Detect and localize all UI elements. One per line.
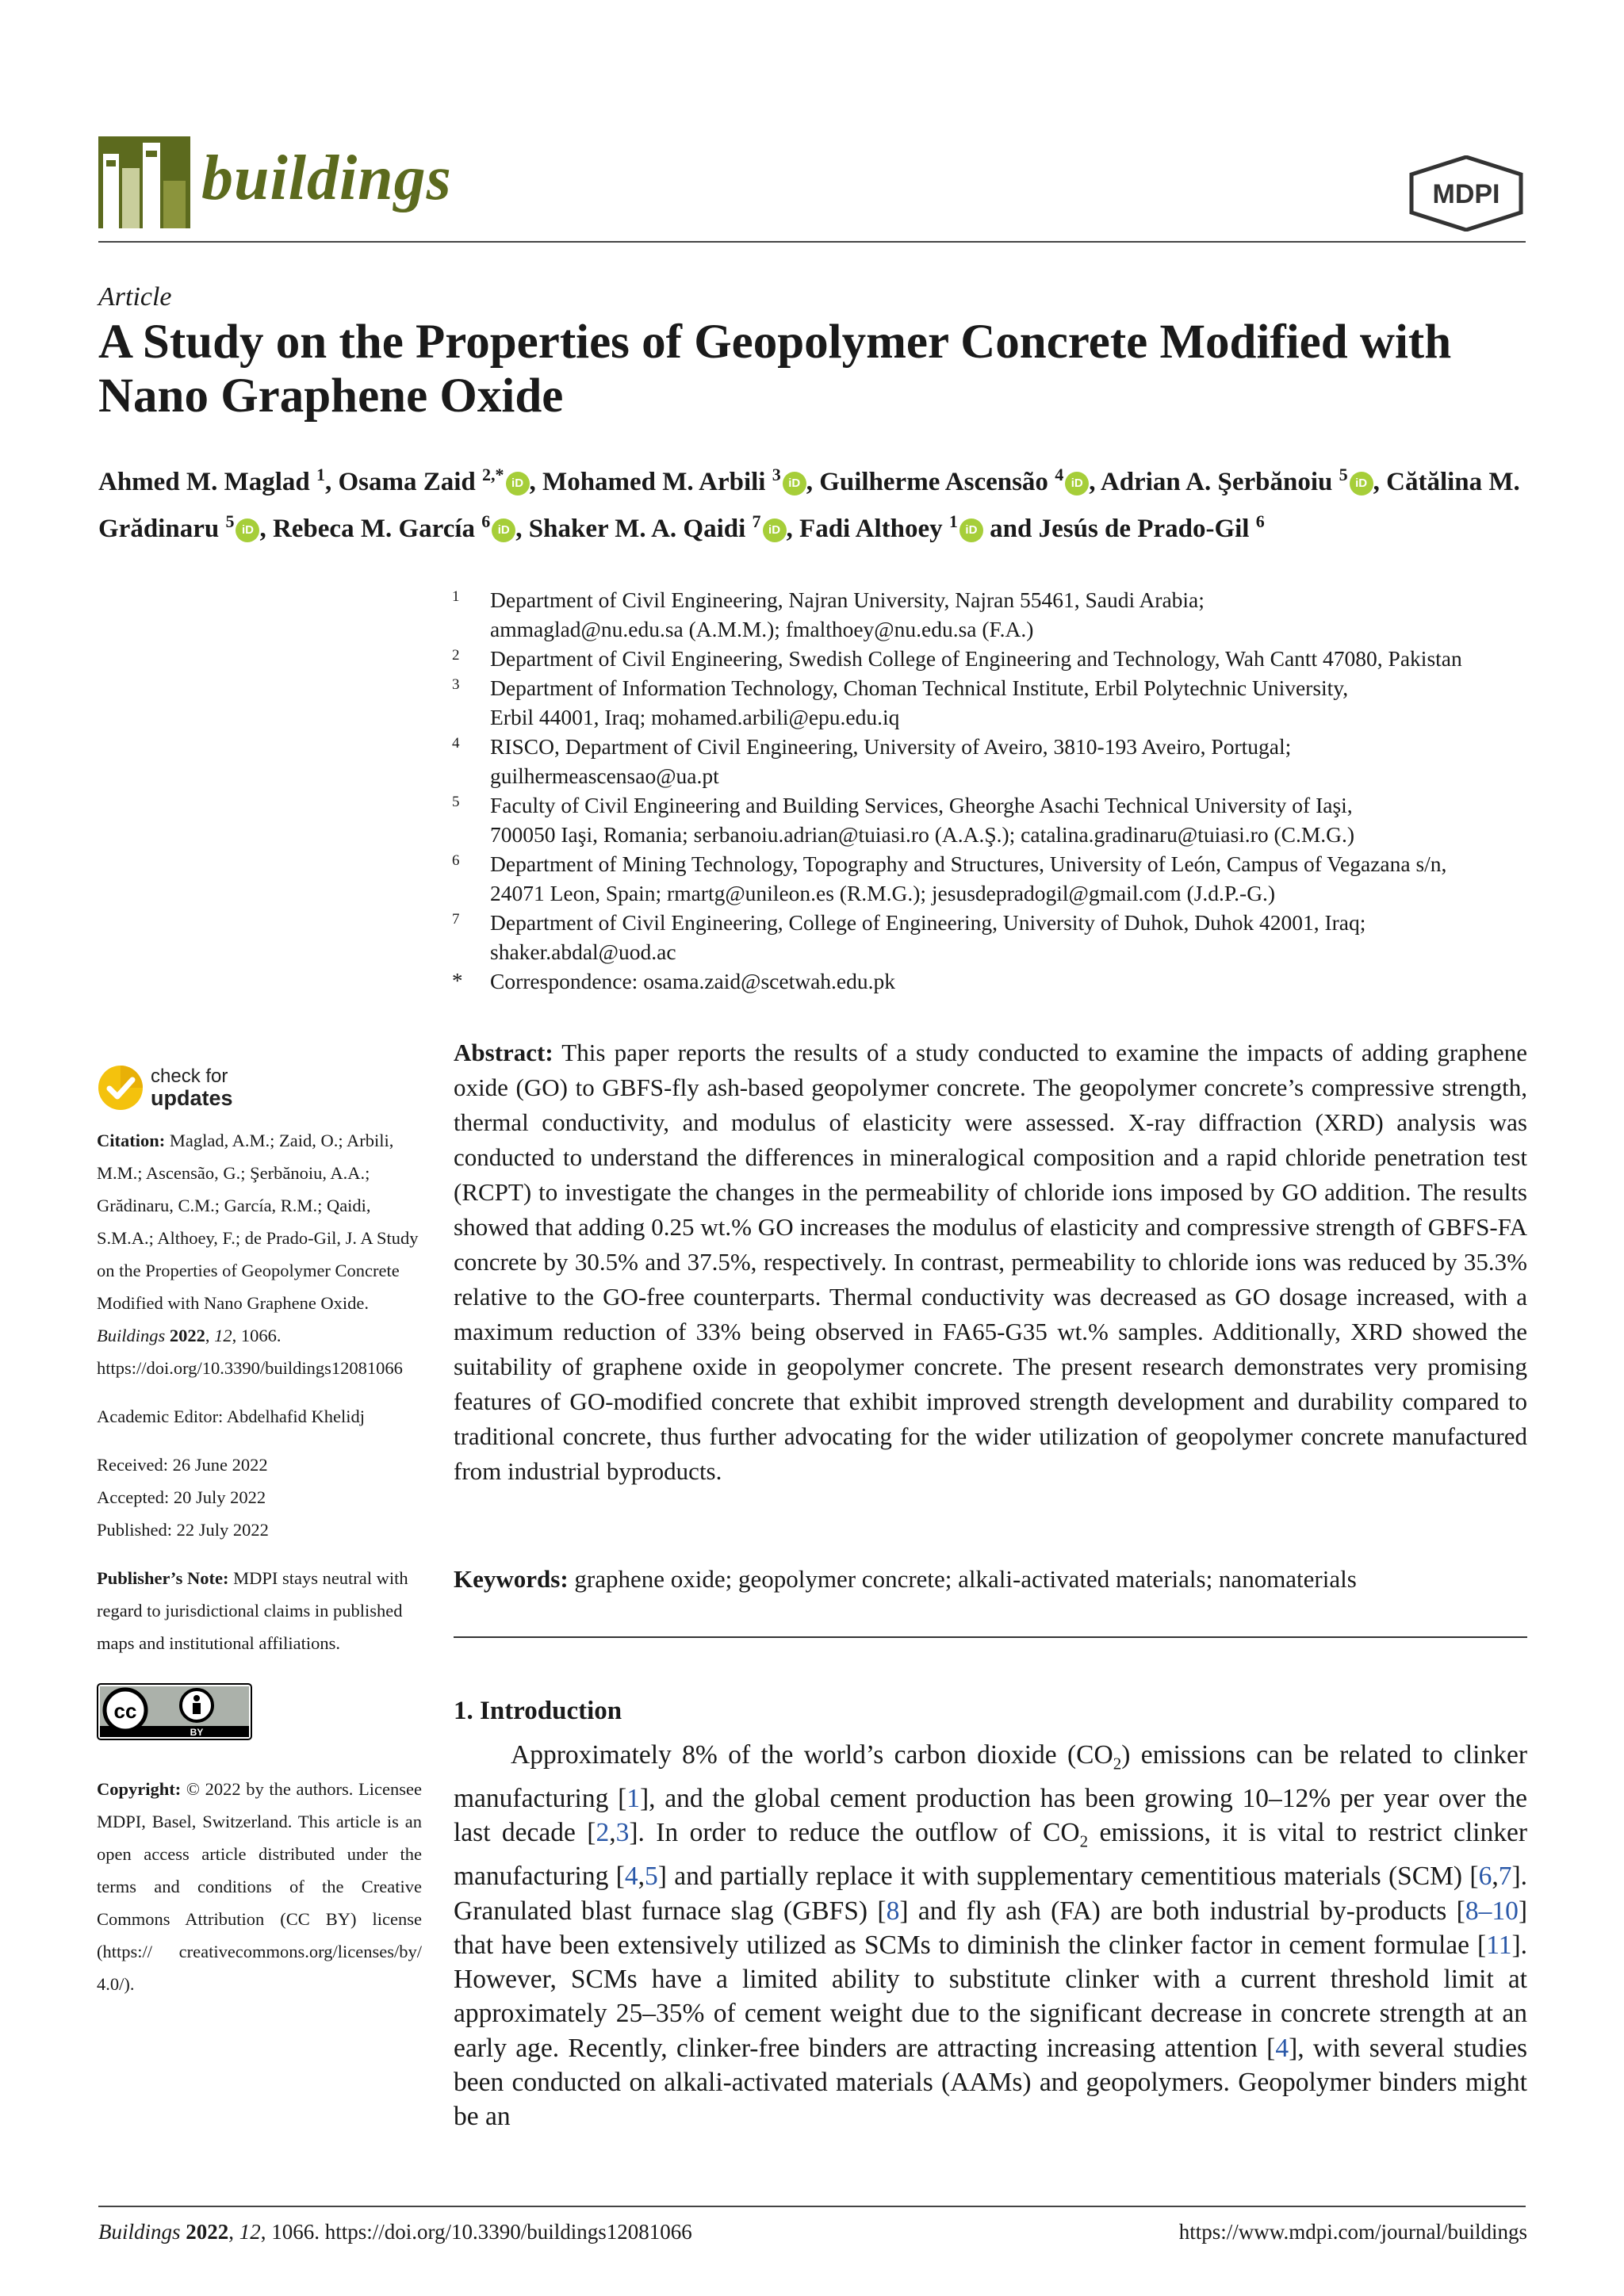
check-updates-icon: [97, 1064, 144, 1112]
affiliation-line: Department of Mining Technology, Topography and Structures, University of León, Campus of Vegazana s/n,: [490, 851, 1447, 876]
keywords-text: graphene oxide; geopolymer concrete; alkali-activated materials; nanomaterials: [574, 1565, 1357, 1593]
affiliation-item: [452, 644, 1546, 673]
copyright-block: [97, 1773, 422, 2000]
abstract: [454, 1035, 1527, 1489]
footer-journal: Buildings: [98, 2220, 181, 2244]
citation-doi[interactable]: , 1066. https://doi.org/10.3390/buildings12081066: [97, 1326, 403, 1378]
copyright-text: © 2022 by the authors. Licensee MDPI, Basel, Switzerland. This article is an open access article distributed under the terms and conditions of the Creative Commons Attribution (CC BY) license (https:// creativecommons.org/licenses/by/ 4.0/).: [97, 1779, 422, 1994]
body-text: ,: [638, 1862, 645, 1892]
body-text: ) emissions can be related to clinker manufacturing [: [454, 1740, 1528, 1813]
reference-link[interactable]: 4: [624, 1862, 638, 1892]
affiliation-line: 24071 Leon, Spain; rmartg@unileon.es (R.M.G.); jesusdepradogil@gmail.com (J.d.P.-G.): [490, 881, 1276, 905]
journal-name: buildings: [201, 144, 452, 213]
publisher-note-text: MDPI stays neutral with regard to jurisdictional claims in published maps and institutional affiliations.: [97, 1568, 408, 1653]
accepted-date: Accepted: 20 July 2022: [97, 1487, 266, 1507]
orcid-icon[interactable]: iD: [506, 472, 530, 496]
svg-text:cc: cc: [113, 1699, 137, 1723]
affiliation-line: Department of Civil Engineering, Swedish College of Engineering and Technology, Wah Cantt 47080, Pakistan: [490, 646, 1462, 671]
affiliation-line: RISCO, Department of Civil Engineering, University of Aveiro, 3810-193 Aveiro, Portugal;: [490, 734, 1292, 759]
mdpi-logo-text: MDPI: [1432, 179, 1500, 209]
affiliation-line: Erbil 44001, Iraq; mohamed.arbili@epu.edu.iq: [490, 705, 900, 729]
orcid-icon[interactable]: iD: [783, 472, 806, 496]
citation-block: Citation: Maglad, A.M.; Zaid, O.; Arbili, M.M.; Ascensão, G.; Şerbănoiu, A.A.; Grădinaru, C.M.; García, R.M.; Qaidi, S.M.A.; Althoey, F.; de Prado-Gil, J. A Study on the Properties of Geopolymer Concrete Modified with Nano Graphene Oxide. Buildings 2022, 12, 1066. https://doi.org/10.3390/buildings12081066: [97, 1131, 419, 1378]
author-name: Mohamed M. Arbili: [542, 468, 766, 496]
author-affiliation-mark: 1: [316, 465, 325, 484]
author-affiliation-mark: 3: [772, 465, 781, 484]
author-name: Osama Zaid: [338, 468, 476, 496]
citation-year: 2022: [169, 1326, 205, 1345]
affiliation-line: Faculty of Civil Engineering and Building Services, Gheorghe Asachi Technical University of Iaşi,: [490, 793, 1353, 817]
author-list: Ahmed M. Maglad $^1$, Osama Zaid $^{2,*}$ iD , Mohamed M. Arbili $^3$ iD , Guilherme Ascensão $^4$ iD , Adrian A. Şerbănoiu $^5$ iD , Cătălina M. Grădinaru $^5$ iD , Rebeca M. García $^6$ iD , Shaker M. A. Qaidi $^7$ iD , Fadi Althoey $^1$ iD and Jesús de Prado-Gil $^6$: [98, 465, 1520, 543]
introduction-paragraph: [454, 1738, 1527, 2134]
cc-by-license-icon[interactable]: [97, 1683, 252, 1740]
reference-link[interactable]: 6: [1478, 1862, 1492, 1892]
author-affiliation-mark: 6: [481, 511, 491, 531]
affiliation-line: Correspondence: osama.zaid@scetwah.edu.pk: [490, 969, 895, 993]
affiliation-number: 7: [452, 911, 460, 928]
check-updates-line1: check for: [151, 1066, 228, 1087]
affiliation-line: ammaglad@nu.edu.sa (A.M.M.); fmalthoey@nu.edu.sa (F.A.): [490, 617, 1034, 641]
affiliation-list: [452, 585, 1546, 996]
subscript: 2: [1113, 1754, 1122, 1774]
keywords: [454, 1562, 1527, 1597]
reference-link[interactable]: 3: [615, 1818, 630, 1848]
affiliation-line: guilhermeascensao@ua.pt: [490, 763, 719, 788]
body-text: ], and the global cement production has been growing 10–12% per year over the last decade [: [454, 1783, 1527, 1848]
body-text: ], with several studies been conducted on alkali-activated materials (AAMs) and geopolymers. Geopolymer binders might be an: [454, 2033, 1527, 2132]
author-name: Ahmed M. Maglad: [98, 468, 310, 496]
affiliation-line: 700050 Iaşi, Romania; serbanoiu.adrian@tuiasi.ro (A.A.Ş.); catalina.gradinaru@tuiasi.ro (C.M.G.): [490, 822, 1355, 847]
author-name: Adrian A. Şerbănoiu: [1100, 468, 1333, 496]
affiliation-line: shaker.abdal@uod.ac: [490, 939, 676, 964]
affiliation-item: [452, 585, 1546, 644]
mdpi-logo-icon: [1408, 155, 1524, 232]
citation-label: Citation:: [97, 1131, 166, 1150]
affiliation-number: 4: [452, 735, 460, 752]
citation-journal: Buildings: [97, 1326, 166, 1345]
copyright-label: Copyright:: [97, 1779, 182, 1799]
orcid-icon[interactable]: iD: [763, 519, 787, 542]
reference-link[interactable]: 2: [596, 1818, 610, 1848]
footer-journal-url[interactable]: https://www.mdpi.com/journal/buildings: [1178, 2220, 1527, 2244]
affiliation-line: Department of Information Technology, Choman Technical Institute, Erbil Polytechnic University,: [490, 675, 1349, 700]
publisher-note: [97, 1562, 422, 1659]
body-text: ] and partially replace it with supplementary cementitious materials (SCM) [: [657, 1862, 1479, 1892]
affiliation-item: [452, 673, 1546, 732]
reference-link[interactable]: 8–10: [1465, 1896, 1519, 1926]
received-date: Received: 26 June 2022: [97, 1455, 268, 1475]
author-name: Jesús de Prado-Gil: [1038, 515, 1250, 543]
abstract-label: Abstract:: [454, 1039, 553, 1066]
affiliation-item: [452, 908, 1546, 966]
author-affiliation-mark: 4: [1055, 465, 1064, 484]
reference-link[interactable]: 11: [1486, 1930, 1512, 1960]
reference-link[interactable]: 1: [626, 1783, 640, 1813]
body-text: ]. In order to reduce the outflow of CO: [629, 1818, 1080, 1848]
article-type: Article: [98, 282, 172, 312]
footer-volume: 12: [239, 2220, 261, 2244]
body-text: Approximately 8% of the world’s carbon dioxide (CO: [511, 1740, 1113, 1770]
dates-block: [97, 1448, 422, 1546]
affiliation-number: *: [452, 969, 463, 993]
reference-link[interactable]: 4: [1275, 2033, 1289, 2063]
author-affiliation-mark: 5: [1339, 465, 1348, 484]
orcid-icon[interactable]: iD: [959, 519, 983, 542]
keywords-label: Keywords:: [454, 1565, 569, 1593]
body-text: ]. Granulated blast furnace slag (GBFS) [: [454, 1862, 1527, 1926]
academic-editor: Academic Editor: Abdelhafid Khelidj: [97, 1406, 366, 1426]
orcid-icon[interactable]: iD: [1065, 472, 1089, 496]
author-name: Rebeca M. García: [272, 515, 476, 543]
body-text: ,: [1492, 1862, 1499, 1892]
author-name: Shaker M. A. Qaidi: [528, 515, 746, 543]
affiliation-number: 6: [452, 852, 460, 869]
published-date: Published: 22 July 2022: [97, 1520, 269, 1540]
affiliation-item: [452, 849, 1546, 908]
section-heading-introduction: 1. Introduction: [454, 1697, 622, 1725]
affiliation-number: 5: [452, 794, 460, 810]
abstract-divider: [454, 1636, 1527, 1638]
article-title: A Study on the Properties of Geopolymer Concrete Modified with Nano Graphene Oxide: [98, 316, 1452, 423]
author-affiliation-mark: 1: [948, 511, 958, 531]
reference-link[interactable]: 8: [886, 1896, 900, 1926]
body-text: ,: [609, 1818, 616, 1848]
subscript: 2: [1079, 1831, 1089, 1851]
body-text: ]. However, SCMs have a limited ability to substitute clinker with a current threshold limit at approximately 25–35% of cement weight due to the significant decrease in concrete strength at an early age. Recently, clinker-free binders are attracting increasing attention [: [454, 1930, 1527, 2063]
affiliation-line: Department of Civil Engineering, Najran University, Najran 55461, Saudi Arabia;: [490, 587, 1205, 612]
citation-volume: 12: [214, 1326, 232, 1345]
affiliation-item: [452, 966, 1546, 996]
footer-doi[interactable]: , 1066. https://doi.org/10.3390/buildings12081066: [260, 2220, 692, 2244]
footer-divider: [98, 2206, 1526, 2207]
citation-text: Maglad, A.M.; Zaid, O.; Arbili, M.M.; Ascensão, G.; Şerbănoiu, A.A.; Grădinaru, C.M.; García, R.M.; Qaidi, S.M.A.; Althoey, F.; de Prado-Gil, J. A Study on the Properties of Geopolymer Concrete Modified with Nano Graphene Oxide.: [97, 1131, 419, 1313]
author-name: Guilherme Ascensão: [819, 468, 1048, 496]
affiliation-number: 3: [452, 676, 460, 693]
affiliation-item: [452, 790, 1546, 849]
affiliation-number: 2: [452, 647, 460, 664]
author-name: Fadi Althoey: [799, 515, 943, 543]
reference-link[interactable]: 5: [644, 1862, 658, 1892]
publisher-note-label: Publisher’s Note:: [97, 1568, 229, 1588]
affiliation-line: Department of Civil Engineering, College of Engineering, University of Duhok, Duhok 42001, Iraq;: [490, 910, 1366, 935]
reference-link[interactable]: 7: [1498, 1862, 1512, 1892]
author-affiliation-mark: 7: [752, 511, 761, 531]
check-for-updates-badge[interactable]: [97, 1064, 255, 1115]
orcid-icon[interactable]: iD: [236, 519, 259, 542]
author-affiliation-mark: 5: [225, 511, 235, 531]
author-name: Cătălina M. Grădinaru: [98, 468, 1520, 543]
body-text: ] and fly ash (FA) are both industrial by-products [: [899, 1896, 1465, 1926]
orcid-icon[interactable]: iD: [1350, 472, 1373, 496]
orcid-icon[interactable]: iD: [492, 519, 515, 542]
author-affiliation-mark: 2,*: [482, 465, 504, 484]
article-sidebar: [97, 1124, 422, 2016]
body-text: ] that have been extensively utilized as SCMs to diminish the clinker factor in cement formulae [: [454, 1896, 1527, 1960]
buildings-logo-icon: [98, 136, 190, 228]
check-updates-line2: updates: [151, 1086, 233, 1110]
header-divider: [98, 241, 1526, 243]
footer-year: 2022: [186, 2220, 229, 2244]
author-affiliation-mark: 6: [1255, 511, 1265, 531]
abstract-text: This paper reports the results of a study conducted to examine the impacts of adding graphene oxide (GO) to GBFS-fly ash-based geopolymer concrete. The geopolymer concrete’s compressive strength, thermal conductivity, and modulus of elasticity were assessed. X-ray diffraction (XRD) analysis was conducted to understand the differences in mineralogical composition and a rapid chloride penetration test (RCPT) to investigate the changes in the permeability of chloride ions imposed by GO addition. The results showed that adding 0.25 wt.% GO increases the modulus of elasticity and compressive strength of GBFS-FA concrete by 30.5% and 37.5%, respectively. In contrast, permeability to chloride ions was reduced by 35.3% relative to the GO-free counterparts. Thermal conductivity was decreased as GO dosage increased, with a maximum reduction of 33% being observed in FA65-G35 wt.% samples. Additionally, XRD showed the suitability of graphene oxide in geopolymer concrete. The present research demonstrates very promising features of GO-modified concrete that exhibit improved strength development and durability compared to traditional concrete, thus further advocating for the wider utilization of geopolymer concrete manufactured from industrial byproducts.: [454, 1039, 1527, 1485]
affiliation-item: [452, 732, 1546, 790]
body-text: emissions, it is vital to restrict clinker manufacturing [: [454, 1818, 1527, 1892]
cc-badge-text: BY: [190, 1727, 204, 1738]
footer-citation: Buildings 2022, 12, 1066. https://doi.org/10.3390/buildings12081066: [98, 2220, 692, 2244]
affiliation-number: 1: [452, 588, 460, 605]
